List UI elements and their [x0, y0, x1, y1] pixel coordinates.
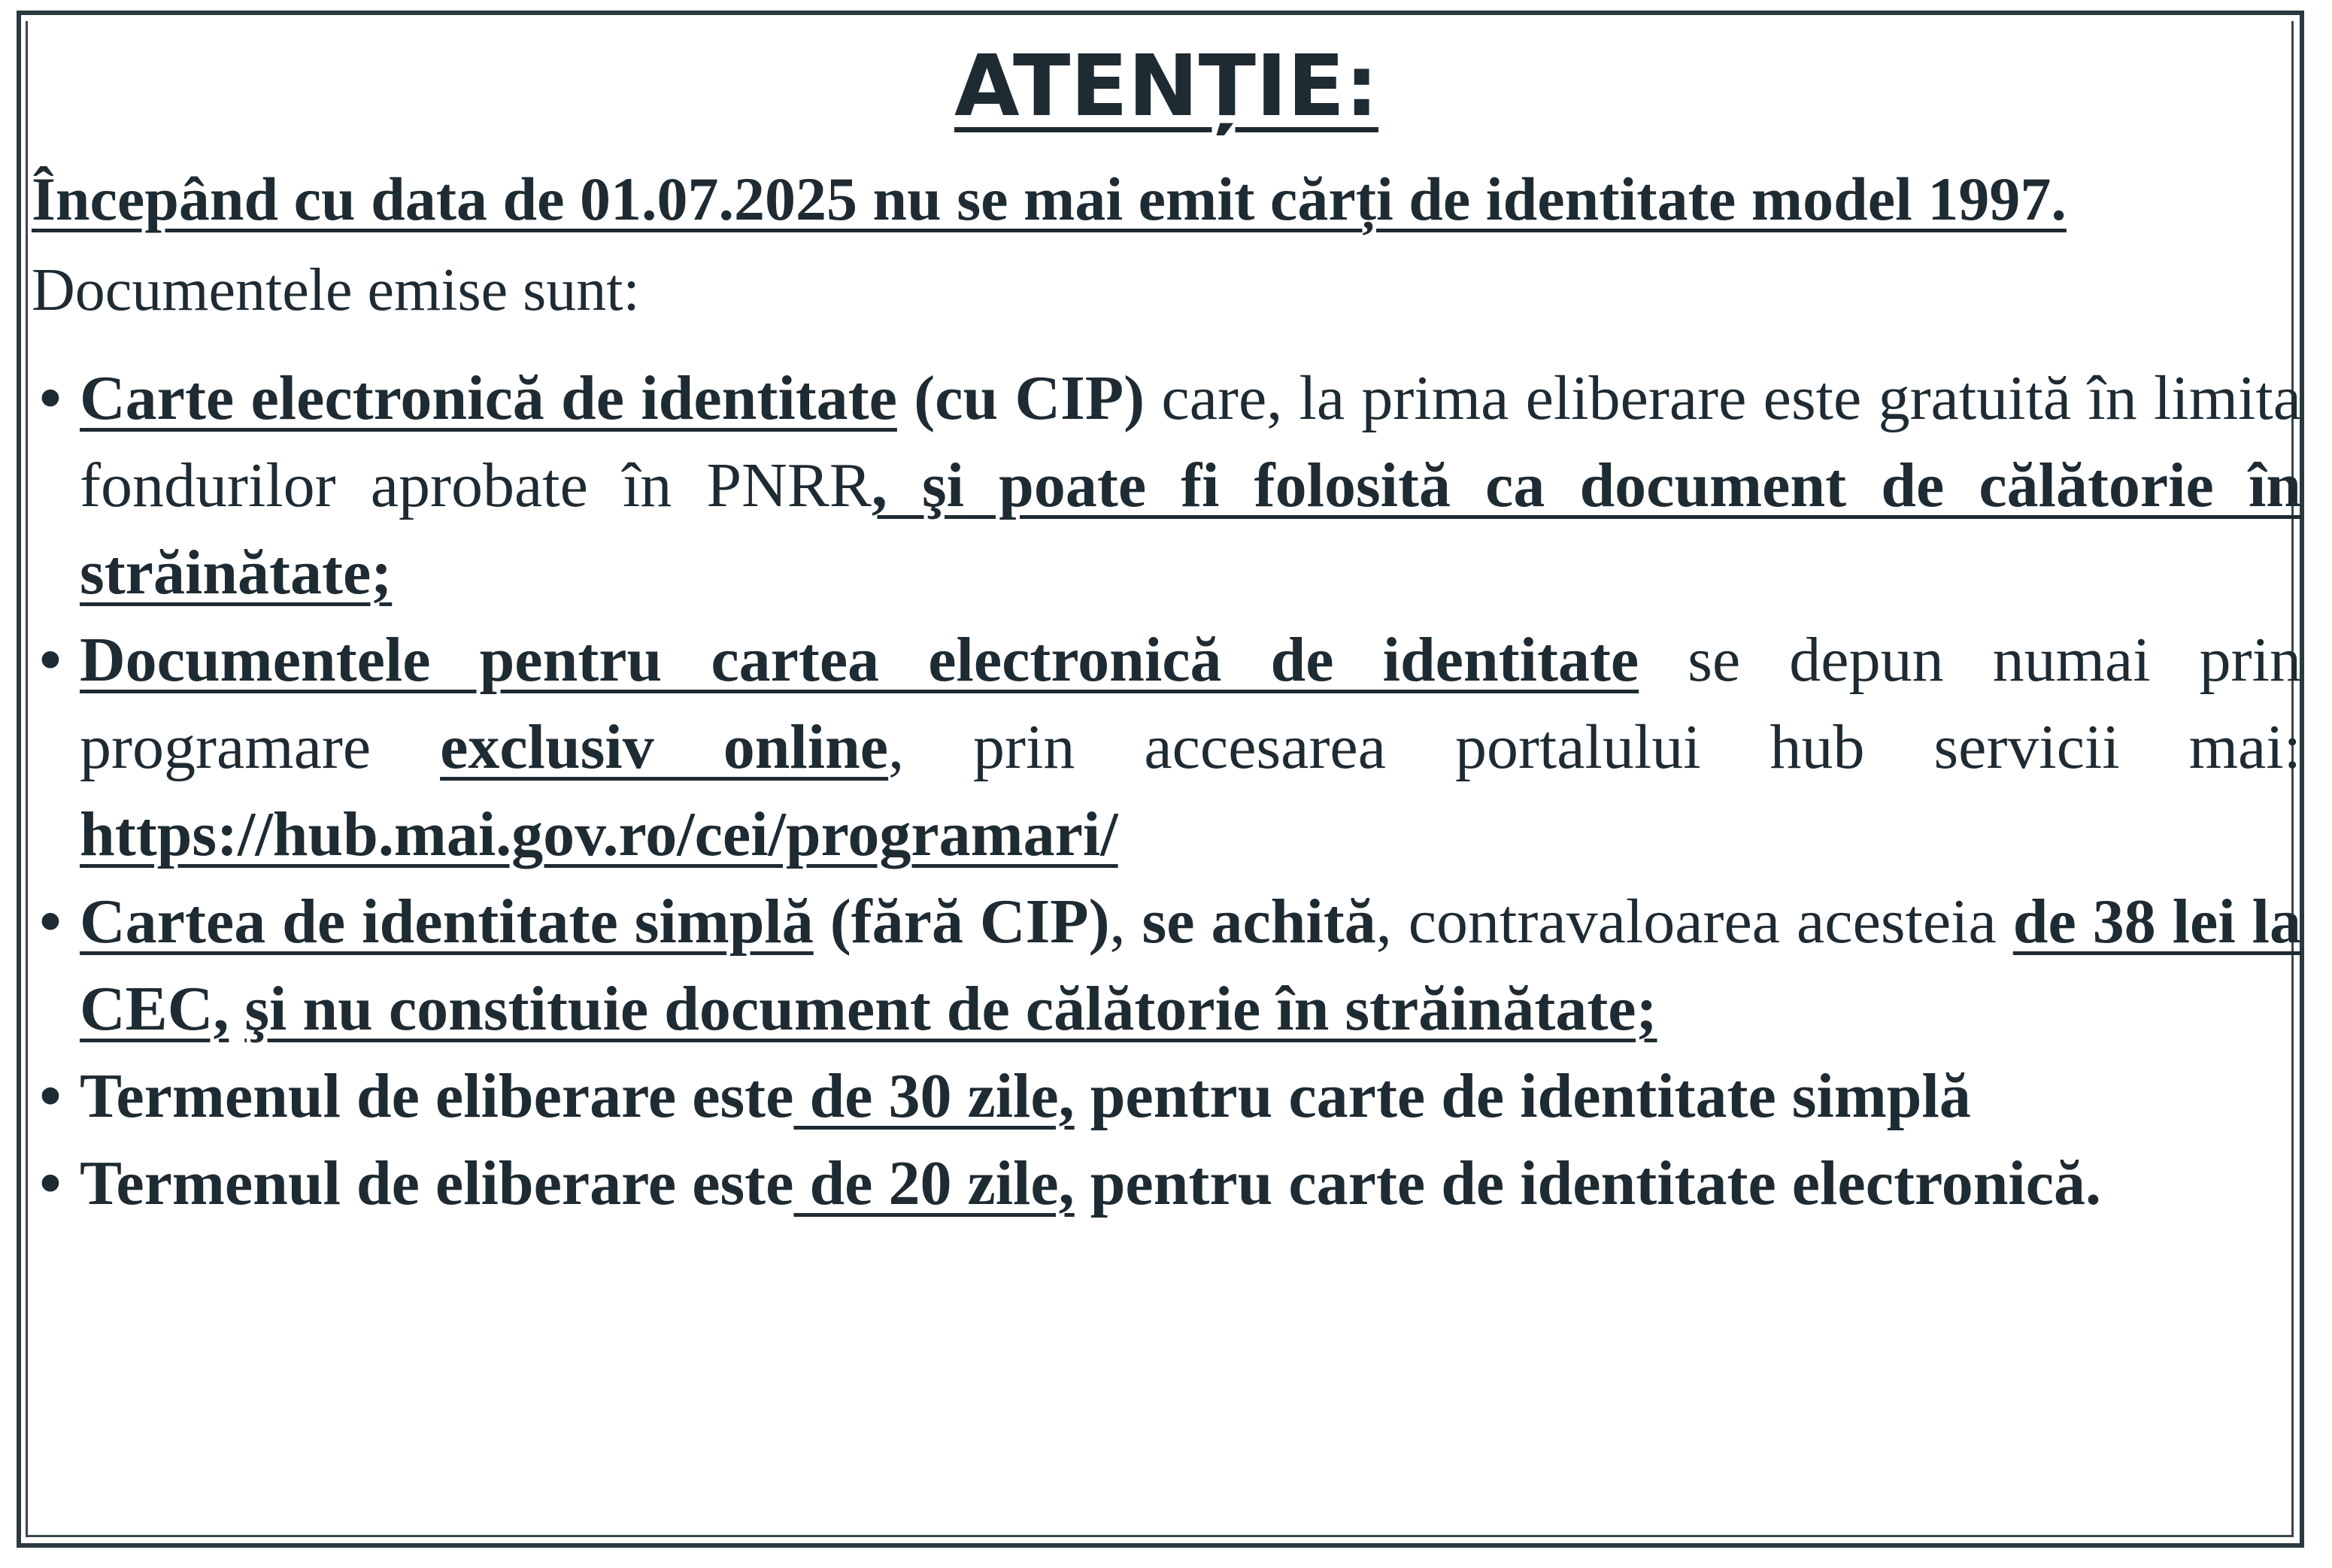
intro-text: Documentele emise sunt: [32, 257, 640, 323]
list-item-electronic-term: • Termenul de eliberare este de 20 zile, pentru carte de identitate electronică. [32, 1140, 2301, 1227]
bullet-icon: • [39, 1061, 62, 1131]
list-item-simple-term: • Termenul de eliberare este de 30 zile, pentru carte de identitate simplă [32, 1053, 2301, 1140]
list-item-online-appointment: • Documentele pentru cartea electronică de identitate se depun numai prin programare exclusiv online, prin accesarea portalului hub servicii mai: https://hub.mai.gov.ro/cei/programari/ [32, 617, 2301, 878]
bullet-icon: • [39, 887, 62, 957]
appointment-link[interactable]: https://hub.mai.gov.ro/cei/programari/ [80, 799, 1118, 869]
notice-content [32, 30, 2301, 1227]
bullet-icon: • [39, 363, 62, 433]
list-item-simple-id: • Cartea de identitate simplă (fără CIP), se achită, contravaloarea acesteia de 38 lei la CEC, şi nu constituie document de călătorie în străinătate; [32, 878, 2301, 1053]
list-item-electronic-id: • Carte electronică de identitate (cu CIP) care, la prima eliberare este gratuită în limita fondurilor aprobate în PNRR, şi poate fi folosită ca document de călătorie în străinătate; [32, 355, 2301, 617]
page-title: ATENȚIE: [954, 38, 1378, 135]
main-notice: Începând cu data de 01.07.2025 nu se mai emit cărți de identitate model 1997. [32, 165, 2067, 233]
bullet-icon: • [39, 625, 62, 695]
document-list [32, 355, 2301, 1227]
bullet-icon: • [39, 1148, 62, 1218]
